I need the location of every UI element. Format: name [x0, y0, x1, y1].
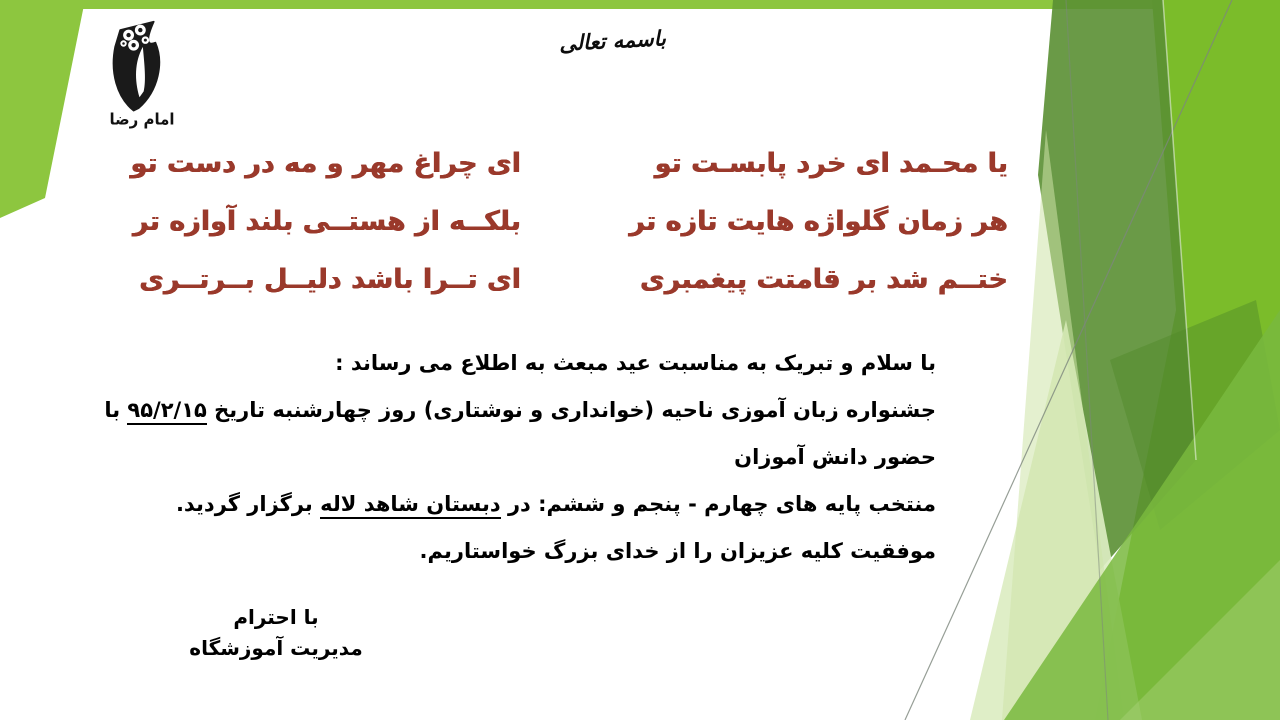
poem-column-right	[629, 135, 1008, 309]
poem-line: ای چراغ مهر و مه در دست تو	[130, 148, 521, 179]
poem-column-left	[118, 135, 521, 309]
announcement-line-2: جشنواره زبان آموزی ناحیه (خوانداری و نوشتاری) روز چهارشنبه تاریخ ۹۵/۲/۱۵ با حضور دانش آموزان	[104, 398, 936, 469]
signature-block	[178, 602, 374, 664]
logo-caption: امام رضا	[109, 109, 175, 129]
signature-respect: با احترام	[233, 605, 319, 629]
bismillah-text: باسمه تعالی	[558, 25, 667, 56]
left-accent-wedge	[0, 0, 85, 218]
signature-management: مدیریت آموزشگاه	[189, 636, 363, 660]
announcement-line-1: با سلام و تبریک به مناسبت عید مبعث به اطلاع می رساند :	[335, 351, 936, 375]
announcement-line-3: منتخب پایه های چهارم - پنجم و ششم: در دبستان شاهد لاله برگزار گردید.	[60, 481, 936, 528]
school-name-underlined: دبستان شاهد لاله	[320, 492, 501, 519]
announcement-body	[60, 340, 936, 575]
announcement-line-4: موفقیت کلیه عزیزان را از خدای بزرگ خواستاریم.	[419, 539, 936, 563]
poem-line: هر زمان گلواژه هایت تازه تر	[629, 206, 1008, 237]
poem-line: یا محـمد ای خرد پابسـت تو	[654, 148, 1008, 179]
poem-line: ختــم شد بر قامتت پیغمبری	[640, 264, 1008, 295]
poem-line: بلکــه از هستــی بلند آوازه تر	[133, 206, 521, 237]
poem-line: ای تــرا باشد دلیــل بــرتــری	[139, 264, 521, 295]
school-logo	[92, 20, 192, 138]
event-date-underlined: ۹۵/۲/۱۵	[127, 398, 206, 425]
right-facet-triangles	[905, 0, 1280, 720]
emam-reza-logo-icon	[100, 20, 184, 114]
